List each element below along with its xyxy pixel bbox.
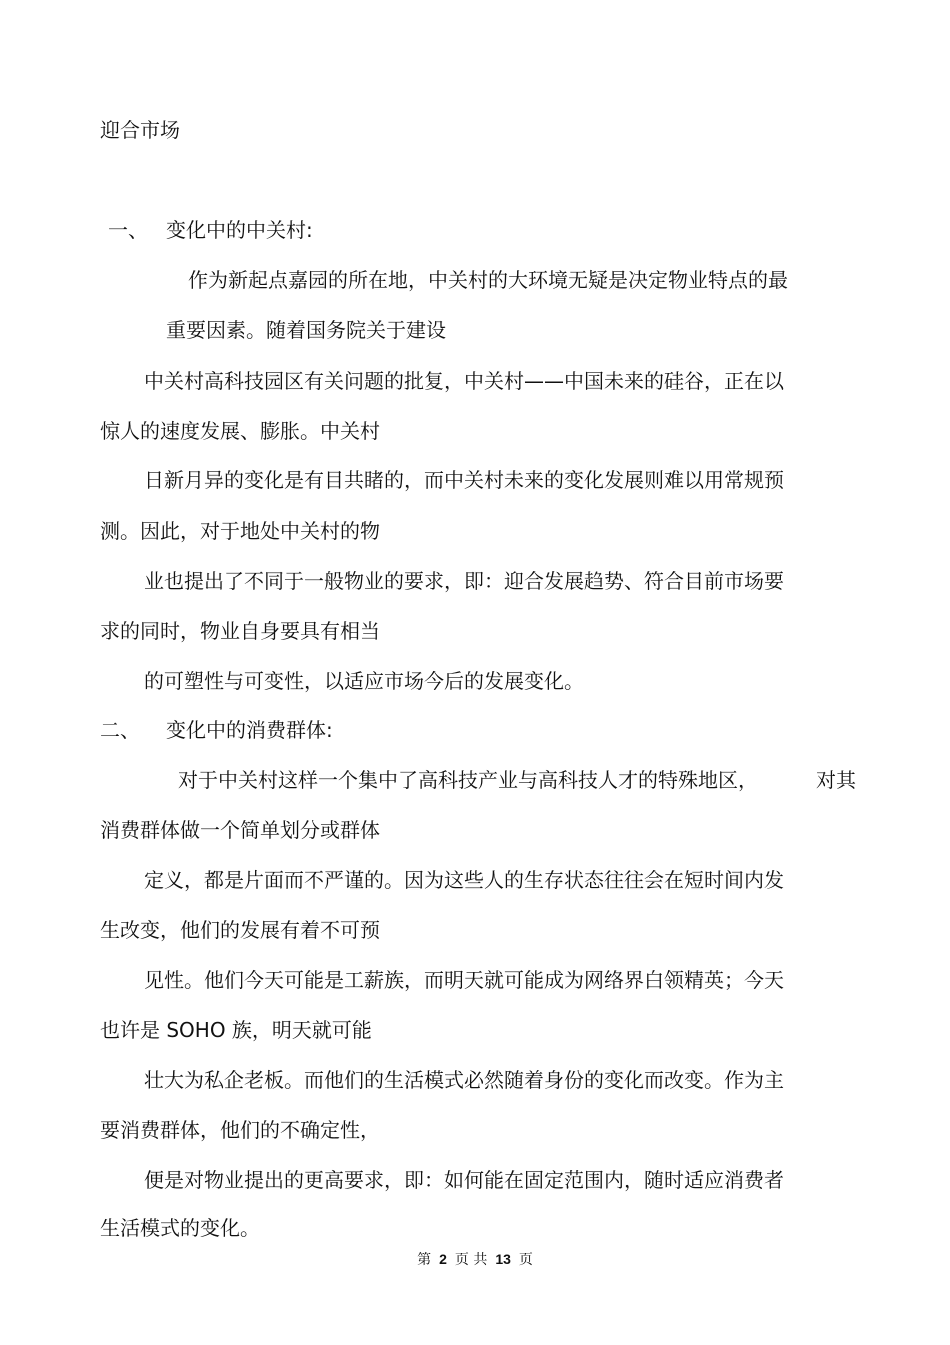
paragraph-line: 消费群体做一个简单划分或群体	[100, 818, 380, 842]
document-title: 迎合市场	[100, 118, 180, 142]
section-1-number: 一、	[108, 218, 148, 242]
paragraph-line-end: 对其	[816, 768, 856, 792]
page-footer	[0, 1250, 950, 1269]
footer-page-number: 2	[439, 1251, 447, 1267]
footer-suffix: 页	[518, 1252, 533, 1268]
section-1-title: 变化中的中关村:	[166, 218, 313, 242]
paragraph-line: 生活模式的变化。	[100, 1216, 260, 1240]
section-2-number: 二、	[100, 718, 140, 742]
paragraph-line: 见性。他们今天可能是工薪族，而明天就可能成为网络界白领精英；今天	[144, 968, 784, 992]
paragraph-line: 也许是 SOHO 族，明天就可能	[100, 1018, 372, 1042]
footer-prefix: 第	[417, 1252, 432, 1268]
paragraph-line: 求的同时，物业自身要具有相当	[100, 619, 380, 643]
footer-total-pages: 13	[495, 1251, 511, 1267]
paragraph-line: 中关村高科技园区有关问题的批复，中关村——中国未来的硅谷，正在以	[144, 369, 784, 393]
paragraph-line: 日新月异的变化是有目共睹的，而中关村未来的变化发展则难以用常规预	[144, 468, 784, 492]
section-2-title: 变化中的消费群体:	[166, 718, 333, 742]
footer-middle: 页 共	[454, 1252, 488, 1268]
paragraph-line: 惊人的速度发展、膨胀。中关村	[100, 419, 380, 443]
paragraph-line: 对于中关村这样一个集中了高科技产业与高科技人才的特殊地区，	[178, 768, 758, 792]
paragraph-line: 重要因素。随着国务院关于建设	[166, 318, 446, 342]
paragraph-line: 业也提出了不同于一般物业的要求，即：迎合发展趋势、符合目前市场要	[144, 569, 784, 593]
paragraph-line: 定义，都是片面而不严谨的。因为这些人的生存状态往往会在短时间内发	[144, 868, 784, 892]
paragraph-line: 作为新起点嘉园的所在地，中关村的大环境无疑是决定物业特点的最	[188, 268, 788, 292]
paragraph-line: 要消费群体，他们的不确定性，	[100, 1118, 380, 1142]
paragraph-line: 便是对物业提出的更高要求，即：如何能在固定范围内，随时适应消费者	[144, 1168, 784, 1192]
section-1-heading	[108, 216, 313, 244]
paragraph-line: 的可塑性与可变性，以适应市场今后的发展变化。	[144, 669, 584, 693]
paragraph-line: 壮大为私企老板。而他们的生活模式必然随着身份的变化而改变。作为主	[144, 1068, 784, 1092]
paragraph-line: 生改变，他们的发展有着不可预	[100, 918, 380, 942]
paragraph-line: 测。因此，对于地处中关村的物	[100, 519, 380, 543]
section-2-heading	[100, 716, 333, 744]
